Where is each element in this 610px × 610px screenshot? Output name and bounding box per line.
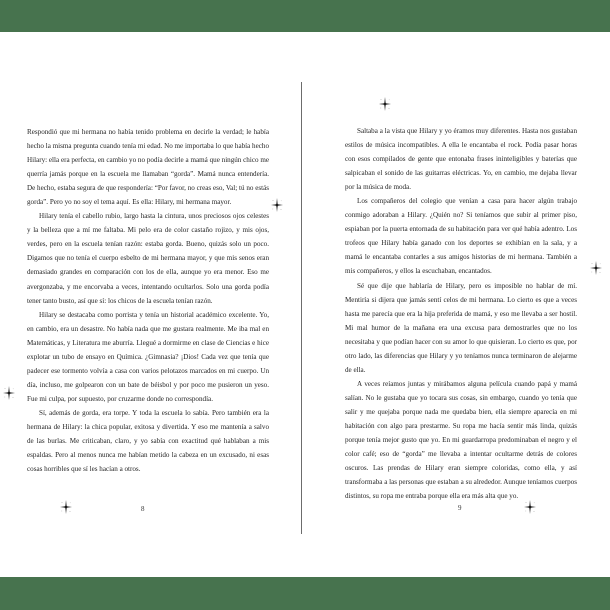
paragraph: Hilary se destacaba como porrista y tenía un historial académico excelente. Yo, en cambio, era un desastre. No había nada que me gustara realmente. Me iba mal en Matemáticas, y Literatura me aburría. Llegué a dormirme en clase de Ciencias e hice explotar un tubo de ensayo en Química. ¿Gimnasia? ¡Dios! Cada vez que tenía que padecer ese tormento volvía a casa con varios pelotazos marcados en mi cuerpo. Un día, incluso, me golpearon con un bate de béisbol y por poco me pusieron un yeso. Fue mi culpa, por supuesto, por cruzarme donde no correspondía. (27, 310, 269, 403)
paragraph: Los compañeros del colegio que venían a casa para hacer algún trabajo conmigo adoraban a Hilary. ¿Quién no? Si teníamos que subir al primer piso, espiaban por la puerta entornada de su habitación para ver qué había adentro. Los trofeos que Hilary había ganado con los deportes se exhibían en la sala, y a mamá le encantaba contarles a sus amigos historias de mi hermana. También a mis compañeros, y ellos la escuchaban, encantados. (345, 197, 577, 276)
paragraph: Respondió que mi hermana no había tenido problema en decirle la verdad; le había hecho la misma pregunta cuando tenía mi edad. No me importaba lo que había hecho Hilary: ella era perfecta, en cambio yo no podía decirle a mamá que ningún chico me querría jamás porque en la escuela me llamaban “gorda”. Mamá nunca entendería. De hecho, estaba segura de que respondería: “Por favor, no creas eso, Val; tú no estás gorda”. Pero yo no soy el tema aquí. Es ella: Hilary, mi hermana mayor. (27, 128, 269, 207)
sparkle-icon (524, 500, 536, 514)
left-page-text (27, 125, 269, 476)
paragraph: Sí, además de gorda, era torpe. Y toda la escuela lo sabía. Pero también era la hermana de Hilary: la chica popular, exitosa y divertida. Y eso me mantenía a salvo de las burlas. Me criticaban, claro, y yo sabía con exactitud qué hablaban a mis espaldas. Pero al menos nunca me habían metido la cabeza en un excusado, ni esas cosas horribles que sí les hacían a otros. (27, 408, 269, 474)
paragraph: Sé que dije que hablaría de Hilary, pero es imposible no hablar de mí. Mentiría si dijera que jamás sentí celos de mi hermana. Lo cierto es que a veces hasta me parecía que era la hija preferida de mamá, y eso me llevaba a ser hostil. Mi mal humor de la mañana era una excusa para demostrarles que no los necesitaba y que podían hacer con su amor lo que quisieran. Lo cierto es que, por otro lado, las diferencias que Hilary y yo teníamos nunca terminaron de alejarme de ella. (345, 281, 577, 374)
bottom-green-band (0, 577, 610, 610)
sparkle-icon (271, 198, 283, 212)
sparkle-icon (3, 386, 15, 400)
page-number-right: 9 (458, 504, 462, 512)
right-page-text (345, 124, 577, 503)
sparkle-icon (379, 97, 391, 111)
paragraph: Hilary tenía el cabello rubio, largo hasta la cintura, unos preciosos ojos celestes y la belleza que a mí me faltaba. Mi pelo era de color castaño rojizo, y mis ojos, verdes, pero en la escuela tenían razón: estaba gorda. Bueno, quizás solo un poco. Digamos que no tenía el cuerpo esbelto de mi hermana mayor, y que mis senos eran demasiado grandes en comparación con los de ella, aunque yo era menor. Eso me avergonzaba, y me encorvaba a veces, intentando ocultarlos. Solo una gorda podía tener tanto busto, así que sí: los chicos de la escuela tenían razón. (27, 212, 269, 305)
paragraph: A veces reíamos juntas y mirábamos alguna película cuando papá y mamá salían. No le gustaba que yo tocara sus cosas, sin embargo, cuando yo tenía que salir y me quejaba porque nada me quedaba bien, ella siempre aparecía en mi habitación con algo para prestarme. Su ropa me hacía sentir más linda, quizás porque tenía mejor gusto que yo. En mi guardarropa predominaban el negro y el color café; eso de “gorda” me llevaba a intentar ocultarme detrás de colores oscuros. Las prendas de Hilary eran siempre coloridas, como ella, y así transformaba a las personas que estaban a su alrededor. Aunque teníamos cuerpos distintos, su ropa me entraba porque ella era más alta que yo. (345, 379, 577, 501)
paragraph: Saltaba a la vista que Hilary y yo éramos muy diferentes. Hasta nos gustaban estilos de música incompatibles. A ella le encantaba el rock. Podía pasar horas con esos compilados de gente que entonaba frases ininteligibles y baterías que salpicaban el sonido de las guitarras eléctricas. Yo, en cambio, me dejaba llevar por la música de moda. (345, 127, 577, 192)
page-gutter-line (301, 82, 302, 534)
sparkle-icon (60, 500, 72, 514)
top-green-band (0, 0, 610, 32)
page-number-left: 8 (141, 505, 145, 513)
sparkle-icon (590, 261, 602, 275)
